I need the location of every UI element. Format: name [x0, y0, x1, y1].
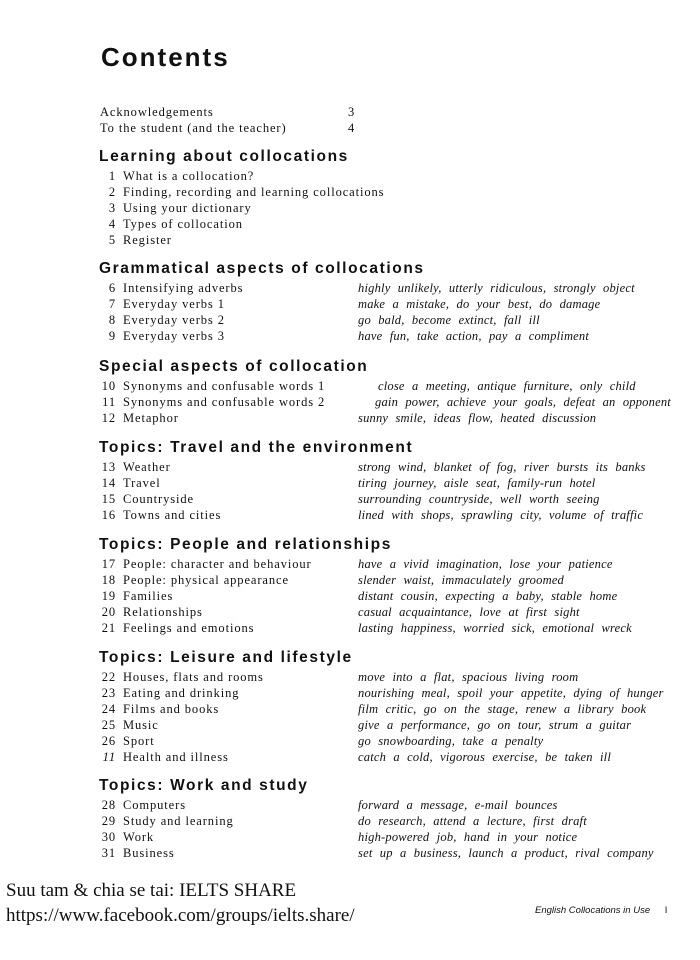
footer-page-number: I: [664, 905, 668, 916]
unit-number: 26: [101, 733, 116, 748]
unit-title: People: physical appearance: [123, 572, 289, 587]
unit-title: Everyday verbs 2: [123, 312, 225, 327]
unit-row[interactable]: [0, 797, 700, 813]
unit-title: Weather: [123, 460, 171, 474]
unit-example: catch a cold, vigorous exercise, be taken ill: [358, 749, 612, 764]
unit-number: 28: [101, 798, 116, 812]
unit-row[interactable]: [0, 669, 700, 685]
unit-number: 11: [102, 394, 116, 409]
unit-row[interactable]: [0, 701, 700, 717]
front-matter-label: Acknowledgements: [100, 105, 214, 119]
unit-row[interactable]: [0, 620, 700, 636]
unit-number: 19: [101, 588, 116, 603]
unit-title: What is a collocation?: [123, 169, 255, 183]
unit-example: strong wind, blanket of fog, river bursts its banks: [358, 460, 646, 474]
unit-title: Towns and cities: [123, 507, 222, 522]
unit-example: make a mistake, do your best, do damage: [358, 296, 601, 311]
unit-row[interactable]: [0, 328, 700, 344]
unit-row[interactable]: [0, 749, 700, 765]
unit-example: highly unlikely, utterly ridiculous, strongly object: [358, 281, 635, 295]
unit-title: Finding, recording and learning collocations: [123, 184, 385, 199]
unit-number: 1: [108, 169, 116, 183]
unit-number: 3: [108, 200, 116, 215]
unit-example: film critic, go on the stage, renew a library book: [358, 701, 647, 716]
unit-title: Work: [123, 829, 155, 844]
unit-example: nourishing meal, spoil your appetite, dying of hunger: [358, 685, 664, 700]
unit-number: 23: [101, 685, 116, 700]
unit-title: Intensifying adverbs: [123, 281, 244, 295]
section-heading: Grammatical aspects of collocations: [99, 260, 425, 277]
section-heading: Learning about collocations: [99, 148, 349, 165]
unit-title: Films and books: [123, 701, 220, 716]
unit-number: 11: [102, 749, 116, 764]
unit-number: 22: [101, 670, 116, 684]
unit-example: slender waist, immaculately groomed: [358, 572, 565, 587]
unit-number: 15: [101, 491, 116, 506]
unit-number: 4: [108, 216, 116, 231]
unit-title: Everyday verbs 3: [123, 328, 225, 343]
unit-number: 8: [108, 312, 116, 327]
section-heading: Topics: Work and study: [99, 777, 309, 794]
unit-row[interactable]: [0, 378, 700, 394]
unit-example: close a meeting, antique furniture, only child: [378, 379, 636, 393]
unit-number: 5: [108, 232, 116, 247]
unit-title: Music: [123, 717, 159, 732]
unit-example: surrounding countryside, well worth seeing: [358, 491, 600, 506]
unit-example: tiring journey, aisle seat, family-run hotel: [358, 475, 596, 490]
unit-example: lined with shops, sprawling city, volume of traffic: [358, 507, 644, 522]
unit-row[interactable]: [0, 232, 700, 248]
unit-number: 13: [101, 460, 116, 474]
section-heading: Special aspects of collocation: [99, 358, 369, 375]
credit-url[interactable]: https://www.facebook.com/groups/ielts.share/: [6, 905, 355, 926]
unit-number: 18: [101, 572, 116, 587]
unit-row[interactable]: [0, 572, 700, 588]
unit-title: Business: [123, 845, 175, 860]
unit-number: 25: [101, 717, 116, 732]
front-matter-item: [100, 104, 356, 120]
unit-title: Relationships: [123, 604, 203, 619]
unit-number: 31: [101, 845, 116, 860]
unit-row[interactable]: [0, 733, 700, 749]
unit-row[interactable]: [0, 604, 700, 620]
unit-number: 21: [101, 620, 116, 635]
unit-number: 17: [101, 557, 116, 571]
unit-title: Everyday verbs 1: [123, 296, 225, 311]
unit-title: Using your dictionary: [123, 200, 252, 215]
unit-row[interactable]: [0, 312, 700, 328]
unit-row[interactable]: [0, 168, 700, 184]
unit-title: Study and learning: [123, 813, 234, 828]
unit-number: 30: [101, 829, 116, 844]
unit-example: set up a business, launch a product, rival company: [358, 845, 654, 860]
unit-example: go snowboarding, take a penalty: [358, 733, 544, 748]
unit-example: high-powered job, hand in your notice: [358, 829, 578, 844]
unit-example: distant cousin, expecting a baby, stable home: [358, 588, 618, 603]
unit-example: forward a message, e-mail bounces: [358, 798, 558, 812]
unit-title: Health and illness: [123, 749, 229, 764]
section-heading: Topics: Leisure and lifestyle: [99, 649, 353, 666]
footer-book-title: English Collocations in Use: [535, 905, 651, 916]
unit-example: give a performance, go on tour, strum a guitar: [358, 717, 632, 732]
unit-row[interactable]: [0, 845, 700, 861]
unit-example: gain power, achieve your goals, defeat an opponent: [375, 394, 671, 409]
unit-example: do research, attend a lecture, first draft: [358, 813, 587, 828]
unit-title: Houses, flats and rooms: [123, 670, 264, 684]
unit-title: Synonyms and confusable words 1: [123, 379, 326, 393]
unit-example: have a vivid imagination, lose your patience: [358, 557, 613, 571]
unit-number: 29: [101, 813, 116, 828]
section-heading: Topics: People and relationships: [99, 536, 392, 553]
unit-title: Countryside: [123, 491, 195, 506]
unit-title: Synonyms and confusable words 2: [123, 394, 326, 409]
unit-row[interactable]: [0, 475, 700, 491]
unit-example: move into a flat, spacious living room: [358, 670, 579, 684]
unit-row[interactable]: [0, 410, 700, 426]
unit-row[interactable]: [0, 507, 700, 523]
unit-row[interactable]: [0, 588, 700, 604]
unit-number: 14: [101, 475, 116, 490]
unit-row[interactable]: [0, 280, 700, 296]
page-footer: [535, 905, 667, 916]
unit-example: sunny smile, ideas flow, heated discussion: [358, 410, 597, 425]
unit-row[interactable]: [0, 200, 700, 216]
unit-row[interactable]: [0, 491, 700, 507]
unit-row[interactable]: [0, 829, 700, 845]
unit-number: 6: [108, 281, 116, 295]
unit-row[interactable]: [0, 394, 700, 410]
unit-row[interactable]: [0, 296, 700, 312]
unit-number: 10: [101, 379, 116, 393]
unit-number: 16: [101, 507, 116, 522]
unit-title: Families: [123, 588, 174, 603]
unit-title: Sport: [123, 733, 155, 748]
unit-title: Types of collocation: [123, 216, 243, 231]
unit-title: Computers: [123, 798, 186, 812]
unit-row[interactable]: [0, 184, 700, 200]
unit-example: casual acquaintance, love at first sight: [358, 604, 580, 619]
unit-row[interactable]: [0, 556, 700, 572]
unit-title: Feelings and emotions: [123, 620, 255, 635]
unit-number: 20: [101, 604, 116, 619]
unit-title: Register: [123, 232, 172, 247]
front-matter-item: [100, 120, 356, 136]
unit-title: Travel: [123, 475, 161, 490]
unit-number: 12: [101, 410, 116, 425]
front-matter-page: 3: [348, 105, 356, 119]
section-heading: Topics: Travel and the environment: [99, 439, 414, 456]
unit-row[interactable]: [0, 685, 700, 701]
unit-row[interactable]: [0, 459, 700, 475]
unit-title: Metaphor: [123, 410, 179, 425]
credit-line: Suu tam & chia se tai: IELTS SHARE: [6, 880, 297, 901]
unit-example: lasting happiness, worried sick, emotional wreck: [358, 620, 632, 635]
page-title: Contents: [101, 42, 230, 72]
unit-number: 24: [101, 701, 116, 716]
unit-number: 2: [108, 184, 116, 199]
unit-number: 9: [108, 328, 116, 343]
unit-row[interactable]: [0, 717, 700, 733]
unit-title: Eating and drinking: [123, 685, 240, 700]
front-matter-page: 4: [348, 121, 356, 135]
unit-example: go bald, become extinct, fall ill: [358, 312, 540, 327]
unit-row[interactable]: [0, 216, 700, 232]
unit-number: 7: [108, 296, 116, 311]
unit-row[interactable]: [0, 813, 700, 829]
unit-title: People: character and behaviour: [123, 557, 312, 571]
unit-example: have fun, take action, pay a compliment: [358, 328, 590, 343]
front-matter-label: To the student (and the teacher): [100, 121, 287, 135]
